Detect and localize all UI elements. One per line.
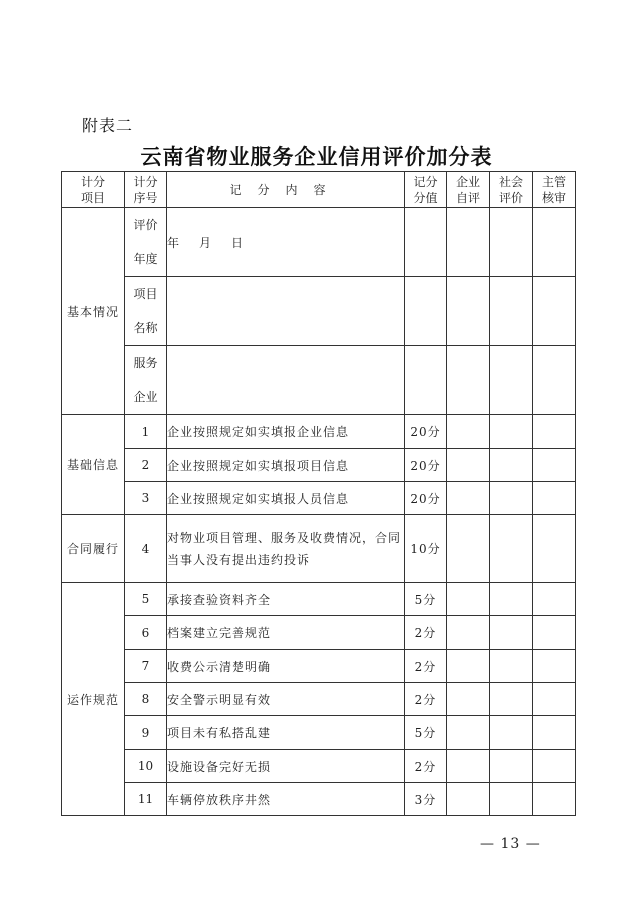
- blank-score-cell: [447, 650, 490, 683]
- category-basic: 基本情况: [62, 208, 125, 415]
- blank-score-cell: [447, 515, 490, 583]
- seq-number: 6: [125, 616, 167, 650]
- header-content: 记分内容: [167, 172, 405, 208]
- header-row: [62, 172, 576, 208]
- score-content: 档案建立完善规范: [167, 616, 405, 650]
- category-contract: 合同履行: [62, 515, 125, 583]
- blank-score-cell: [490, 277, 533, 346]
- score-points: 10分: [405, 515, 447, 583]
- label-service-company: 服务 企业: [125, 346, 167, 415]
- blank-score-cell: [490, 515, 533, 583]
- blank-score-cell: [533, 783, 576, 816]
- score-content: 安全警示明显有效: [167, 683, 405, 716]
- blank-score-cell: [490, 650, 533, 683]
- score-content: 企业按照规定如实填报人员信息: [167, 482, 405, 515]
- table-row: [62, 482, 576, 515]
- blank-score-cell: [447, 346, 490, 415]
- header-item: 计分 项目: [62, 172, 125, 208]
- table-row: [62, 616, 576, 650]
- blank-score-cell: [490, 716, 533, 750]
- blank-score-cell: [447, 208, 490, 277]
- blank-score-cell: [447, 716, 490, 750]
- table-row: [62, 583, 576, 616]
- blank-score-cell: [447, 783, 490, 816]
- blank-score-cell: [490, 449, 533, 482]
- score-content: 企业按照规定如实填报项目信息: [167, 449, 405, 482]
- score-content: 收费公示清楚明确: [167, 650, 405, 683]
- category-operation: 运作规范: [62, 583, 125, 816]
- score-content: 承接查验资料齐全: [167, 583, 405, 616]
- seq-number: 2: [125, 449, 167, 482]
- header-points: 记分 分值: [405, 172, 447, 208]
- header-self-eval: 企业 自评: [447, 172, 490, 208]
- service-company-field: [167, 346, 405, 415]
- score-points: 5分: [405, 716, 447, 750]
- score-points: 2分: [405, 683, 447, 716]
- blank-score-cell: [533, 449, 576, 482]
- label-project-name: 项目 名称: [125, 277, 167, 346]
- header-seq: 计分 序号: [125, 172, 167, 208]
- blank-score-cell: [533, 716, 576, 750]
- blank-score-cell: [447, 415, 490, 449]
- blank-score-cell: [533, 650, 576, 683]
- attachment-label: 附表二: [82, 116, 134, 135]
- page-title: 云南省物业服务企业信用评价加分表: [140, 144, 493, 169]
- blank-score-cell: [490, 750, 533, 783]
- score-content: 对物业项目管理、服务及收费情况，合同当事人没有提出违约投诉: [167, 515, 405, 583]
- seq-number: 8: [125, 683, 167, 716]
- blank-score-cell: [405, 277, 447, 346]
- blank-score-cell: [490, 683, 533, 716]
- score-points: 2分: [405, 650, 447, 683]
- blank-score-cell: [447, 616, 490, 650]
- blank-score-cell: [405, 346, 447, 415]
- score-content: 企业按照规定如实填报企业信息: [167, 415, 405, 449]
- seq-number: 4: [125, 515, 167, 583]
- blank-score-cell: [405, 208, 447, 277]
- seq-number: 11: [125, 783, 167, 816]
- project-name-field: [167, 277, 405, 346]
- table-row: [62, 716, 576, 750]
- seq-number: 3: [125, 482, 167, 515]
- label-eval-year: 评价 年度: [125, 208, 167, 277]
- table-row: [62, 208, 576, 277]
- seq-number: 5: [125, 583, 167, 616]
- score-content: 设施设备完好无损: [167, 750, 405, 783]
- blank-score-cell: [447, 277, 490, 346]
- blank-score-cell: [533, 750, 576, 783]
- blank-score-cell: [490, 346, 533, 415]
- blank-score-cell: [533, 616, 576, 650]
- score-points: 5分: [405, 583, 447, 616]
- score-content: 项目未有私搭乱建: [167, 716, 405, 750]
- blank-score-cell: [533, 683, 576, 716]
- blank-score-cell: [490, 208, 533, 277]
- blank-score-cell: [447, 750, 490, 783]
- blank-score-cell: [533, 415, 576, 449]
- table-row: [62, 650, 576, 683]
- seq-number: 1: [125, 415, 167, 449]
- blank-score-cell: [490, 783, 533, 816]
- score-points: 20分: [405, 449, 447, 482]
- blank-score-cell: [533, 277, 576, 346]
- blank-score-cell: [447, 482, 490, 515]
- table-row: [62, 683, 576, 716]
- table-row: [62, 515, 576, 583]
- table-row: [62, 346, 576, 415]
- score-points: 2分: [405, 750, 447, 783]
- table-row: [62, 449, 576, 482]
- blank-score-cell: [447, 683, 490, 716]
- seq-number: 7: [125, 650, 167, 683]
- blank-score-cell: [490, 616, 533, 650]
- blank-score-cell: [533, 515, 576, 583]
- blank-score-cell: [533, 346, 576, 415]
- blank-score-cell: [490, 415, 533, 449]
- eval-date-field: 年 月 日: [167, 208, 405, 277]
- blank-score-cell: [533, 482, 576, 515]
- table-row: [62, 415, 576, 449]
- header-social-eval: 社会 评价: [490, 172, 533, 208]
- score-points: 20分: [405, 415, 447, 449]
- blank-score-cell: [447, 449, 490, 482]
- blank-score-cell: [533, 208, 576, 277]
- table-row: [62, 783, 576, 816]
- seq-number: 10: [125, 750, 167, 783]
- score-table: [61, 171, 576, 816]
- score-points: 3分: [405, 783, 447, 816]
- score-points: 2分: [405, 616, 447, 650]
- category-basic-info: 基础信息: [62, 415, 125, 515]
- blank-score-cell: [490, 583, 533, 616]
- table-row: [62, 277, 576, 346]
- score-points: 20分: [405, 482, 447, 515]
- blank-score-cell: [447, 583, 490, 616]
- header-authority-review: 主管 核审: [533, 172, 576, 208]
- seq-number: 9: [125, 716, 167, 750]
- blank-score-cell: [533, 583, 576, 616]
- score-content: 车辆停放秩序井然: [167, 783, 405, 816]
- table-row: [62, 750, 576, 783]
- page-number: — 13 —: [480, 836, 541, 852]
- blank-score-cell: [490, 482, 533, 515]
